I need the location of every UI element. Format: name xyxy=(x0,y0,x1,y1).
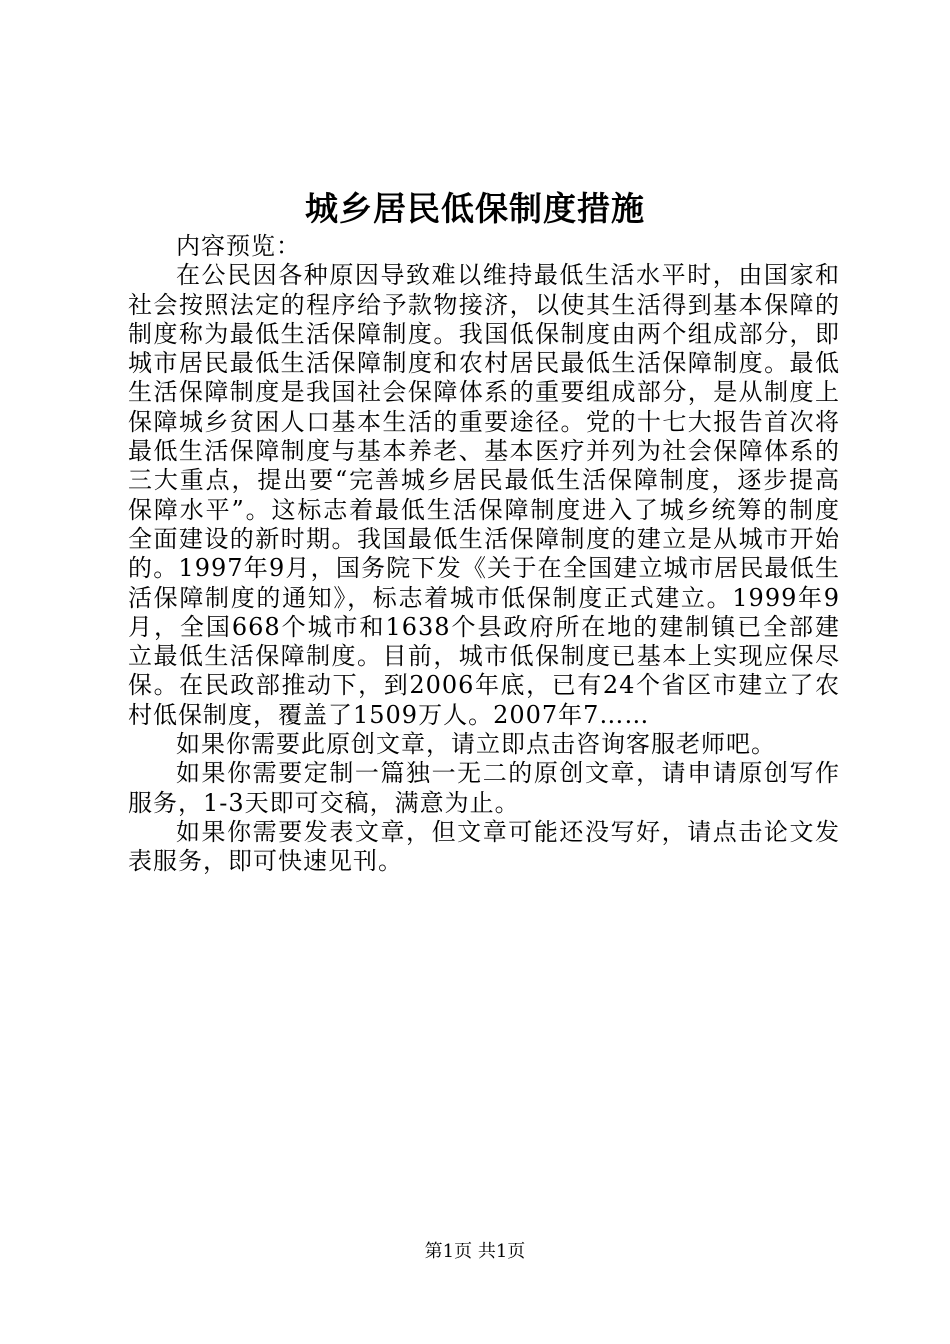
preview-label: 内容预览： xyxy=(176,232,301,260)
paragraph-publishing: 如果你需要发表文章，但文章可能还没写好，请点击论文发表服务，即可快速见刊。 xyxy=(128,817,840,876)
page-title: 城乡居民低保制度措施 xyxy=(305,189,645,228)
paragraph-custom-writing: 如果你需要定制一篇独一无二的原创文章，请申请原创写作服务，1-3天即可交稿，满意为止。 xyxy=(128,759,840,817)
paragraph-main: 在公民因各种原因导致难以维持最低生活水平时，由国家和社会按照法定的程序给予款物接济，以使其生活得到基本保障的制度称为最低生活保障制度。我国低保制度由两个组成部分，即城市居民最低生活保障制度和农村居民最低生活保障制度。最低生活保障制度是我国社会保障体系的重要组成部分，是从制度上保障城乡贫困人口基本生活的重要途径。党的十七大报告首次将最低生活保障制度与基本养老、基本医疗并列为社会保障体系的三大重点，提出要“完善城乡居民最低生活保障制度，逐步提高保障水平”。这标志着最低生活保障制度进入了城乡统筹的制度全面建设的新时期。我国最低生活保障制度的建立是从城市开始的。1997年9月，国务院下发《关于在全国建立城市居民最低生活保障制度的通知》，标志着城市低保制度正式建立。1999年9月，全国668个城市和1638个县政府所在地的建制镇已全部建立最低生活保障制度。目前，城市低保制度已基本上实现应保尽保。在民政部推动下，到2006年底，已有24个省区市建立了农村低保制度，覆盖了1509万人。2007年7…… xyxy=(128,261,840,729)
page-footer: 第1页 共1页 xyxy=(424,1241,526,1262)
document-body xyxy=(128,232,840,877)
paragraph-consult: 如果你需要此原创文章，请立即点击咨询客服老师吧。 xyxy=(176,730,776,759)
